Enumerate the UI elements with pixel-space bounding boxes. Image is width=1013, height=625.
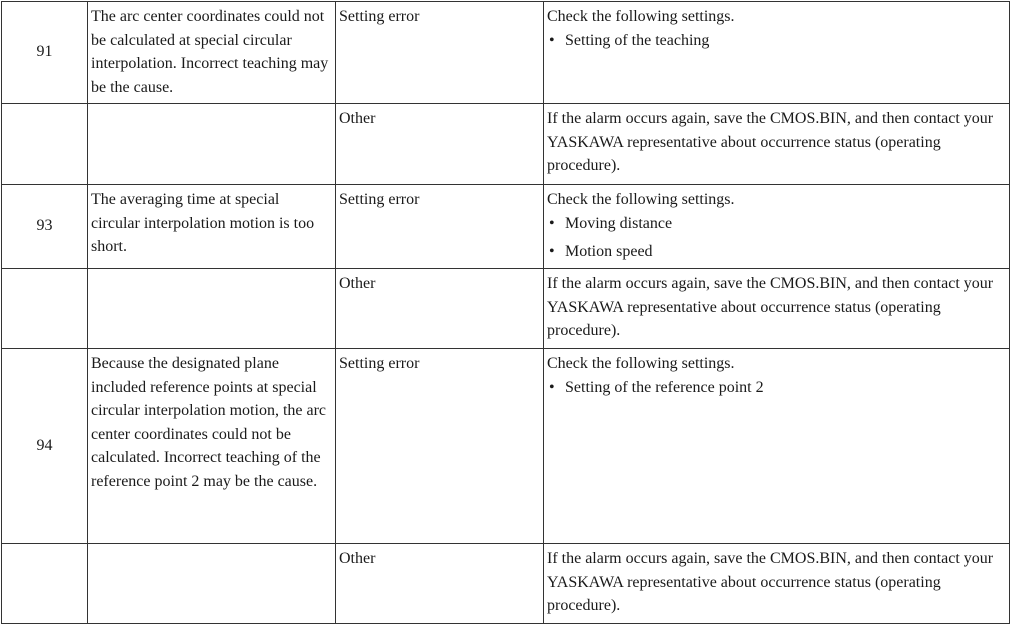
alarm-remedy: [544, 349, 1010, 544]
alarm-remedy: If the alarm occurs again, save the CMOS.BIN, and then contact your YASKAWA representative about occurrence status (operating procedure).: [544, 544, 1010, 624]
alarm-table: [1, 1, 1010, 624]
alarm-remedy: [544, 185, 1010, 269]
alarm-code: 93: [2, 185, 88, 269]
remedy-item: • Setting of the reference point 2: [547, 376, 1006, 400]
alarm-meaning: The arc center coordinates could not be calculated at special circular interpolation. Incorrect teaching may be the cause.: [88, 2, 336, 104]
remedy-intro: Check the following settings.: [547, 355, 735, 372]
remedy-list: [547, 376, 1006, 400]
alarm-code: [2, 544, 88, 624]
remedy-item: • Setting of the teaching: [547, 29, 1006, 53]
alarm-cause: Other: [336, 544, 544, 624]
table-row: [2, 544, 1010, 624]
alarm-cause: Other: [336, 104, 544, 185]
table-row: [2, 185, 1010, 269]
alarm-cause: Setting error: [336, 349, 544, 544]
alarm-code: [2, 104, 88, 185]
alarm-cause: Setting error: [336, 185, 544, 269]
alarm-cause: Setting error: [336, 2, 544, 104]
remedy-list: [547, 212, 1006, 264]
remedy-list: [547, 29, 1006, 53]
remedy-item: • Moving distance: [547, 212, 1006, 236]
alarm-meaning: [88, 104, 336, 185]
remedy-intro: Check the following settings.: [547, 8, 735, 25]
table-row: [2, 2, 1010, 104]
alarm-remedy: If the alarm occurs again, save the CMOS.BIN, and then contact your YASKAWA representative about occurrence status (operating procedure).: [544, 104, 1010, 185]
table-row: [2, 104, 1010, 185]
alarm-meaning: [88, 544, 336, 624]
alarm-remedy: If the alarm occurs again, save the CMOS.BIN, and then contact your YASKAWA representative about occurrence status (operating procedure).: [544, 269, 1010, 349]
alarm-meaning: [88, 269, 336, 349]
alarm-meaning: The averaging time at special circular interpolation motion is too short.: [88, 185, 336, 269]
remedy-intro: Check the following settings.: [547, 191, 735, 208]
alarm-meaning: Because the designated plane included reference points at special circular interpolation motion, the arc center coordinates could not be calculated. Incorrect teaching of the reference point 2 may be the cause.: [88, 349, 336, 544]
table-row: [2, 349, 1010, 544]
alarm-code: 91: [2, 2, 88, 104]
table-row: [2, 269, 1010, 349]
alarm-code: 94: [2, 349, 88, 544]
alarm-code: [2, 269, 88, 349]
alarm-remedy: [544, 2, 1010, 104]
alarm-cause: Other: [336, 269, 544, 349]
remedy-item: • Motion speed: [547, 240, 1006, 264]
